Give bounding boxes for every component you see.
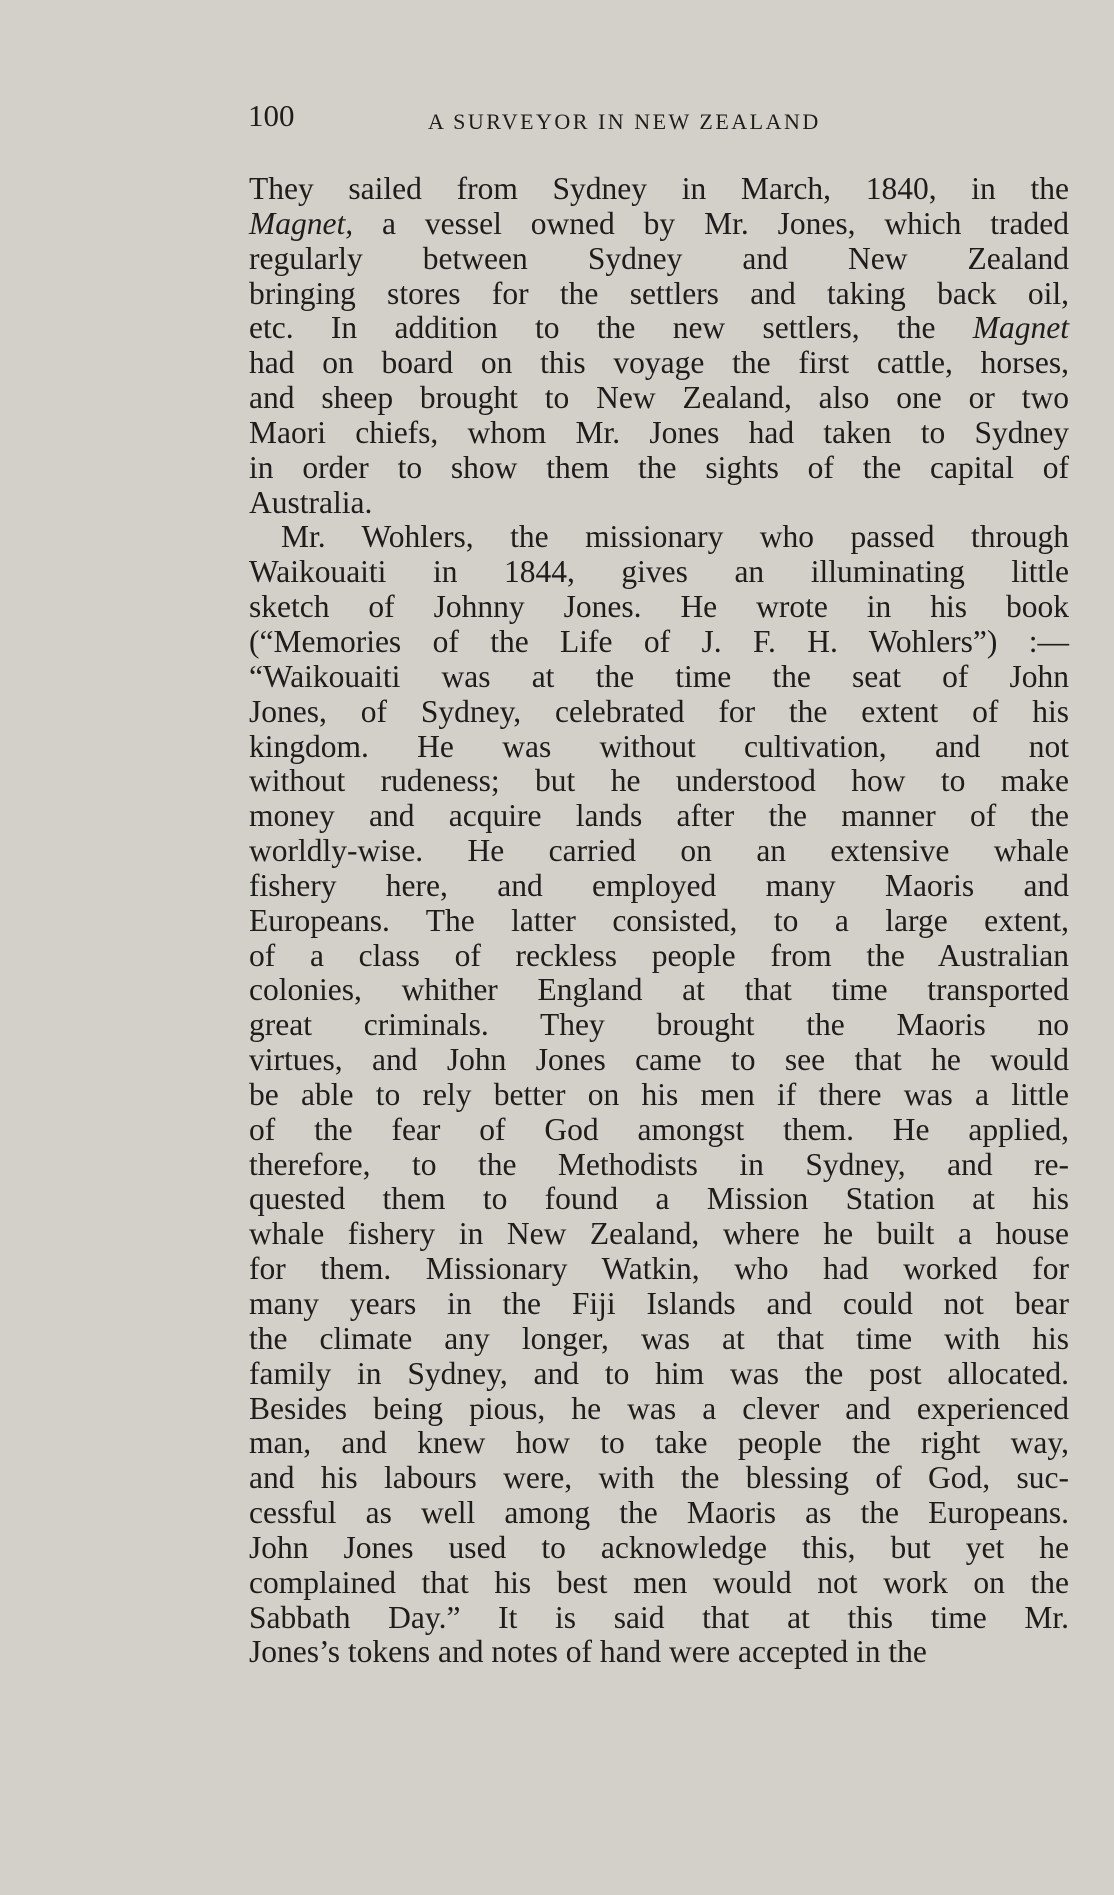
text-line (249, 1461, 1069, 1496)
text-line (249, 1078, 1069, 1113)
line-text: family in Sydney, and to him was the post allocated. (249, 1355, 1069, 1391)
line-text: bringing stores for the settlers and taking back oil, (249, 275, 1069, 311)
line-text: of the fear of God amongst them. He applied, (249, 1111, 1069, 1147)
line-text: money and acquire lands after the manner of the (249, 798, 1069, 834)
text-line (249, 764, 1069, 799)
text-line (249, 904, 1069, 939)
text-line (249, 451, 1069, 486)
text-line (249, 730, 1069, 765)
text-line (249, 277, 1069, 312)
line-text: for them. Missionary Watkin, who had worked for (249, 1251, 1069, 1287)
line-text: quested them to found a Mission Station at his (249, 1181, 1069, 1217)
text-line (249, 346, 1069, 381)
italic-ship-name: Magnet (972, 310, 1069, 346)
text-line (249, 242, 1069, 277)
text-line (249, 311, 1069, 346)
paragraph (249, 520, 1069, 1670)
text-line (249, 660, 1069, 695)
line-text: be able to rely better on his men if there was a little (249, 1076, 1069, 1112)
line-text: the climate any longer, was at that time with his (249, 1320, 1069, 1356)
line-text: man, and knew how to take people the right way, (249, 1425, 1069, 1461)
italic-ship-name: Magnet, (249, 205, 354, 241)
line-text: of a class of reckless people from the Australian (249, 937, 1069, 973)
text-line (249, 486, 1069, 521)
line-text: Jones, of Sydney, celebrated for the extent of his (249, 693, 1069, 729)
line-text: without rudeness; but he understood how to make (249, 763, 1069, 799)
text-line (249, 172, 1069, 207)
text-line (249, 1113, 1069, 1148)
text-line (249, 1217, 1069, 1252)
text-line (249, 1392, 1069, 1427)
text-line (249, 625, 1069, 660)
text-line (249, 590, 1069, 625)
line-text: therefore, to the Methodists in Sydney, and re- (249, 1146, 1069, 1182)
line-text: Jones’s tokens and notes of hand were accepted in the (249, 1634, 927, 1670)
running-title: A SURVEYOR IN NEW ZEALAND (428, 109, 821, 134)
text-line (249, 973, 1069, 1008)
line-text: fishery here, and employed many Maoris and (249, 867, 1069, 903)
line-text: sketch of Johnny Jones. He wrote in his book (249, 589, 1069, 625)
line-text: virtues, and John Jones came to see that he would (249, 1042, 1069, 1078)
text-line (249, 1566, 1069, 1601)
line-text: and sheep brought to New Zealand, also one or two (249, 380, 1069, 416)
text-line (249, 1008, 1069, 1043)
text-line (249, 207, 1069, 242)
text-line (249, 416, 1069, 451)
text-line (249, 381, 1069, 416)
body-text (249, 172, 1069, 1670)
text-line (249, 1426, 1069, 1461)
text-line (249, 1148, 1069, 1183)
line-text: Europeans. The latter consisted, to a large extent, (249, 902, 1069, 938)
text-line (249, 1601, 1069, 1636)
line-text: kingdom. He was without cultivation, and not (249, 728, 1069, 764)
text-line (249, 799, 1069, 834)
text-line (249, 1043, 1069, 1078)
line-text: a vessel owned by Mr. Jones, which traded (353, 205, 1069, 241)
text-line (249, 1635, 1069, 1670)
line-text: regularly between Sydney and New Zealand (249, 240, 1069, 276)
line-text: colonies, whither England at that time transported (249, 972, 1069, 1008)
paragraph (249, 172, 1069, 520)
text-line (249, 555, 1069, 590)
text-line (249, 1531, 1069, 1566)
line-text: Besides being pious, he was a clever and experienced (249, 1390, 1069, 1426)
line-text: worldly-wise. He carried on an extensive whale (249, 833, 1069, 869)
text-line (249, 1322, 1069, 1357)
text-line (249, 1496, 1069, 1531)
text-line (249, 1357, 1069, 1392)
line-text: had on board on this voyage the first cattle, horses, (249, 345, 1069, 381)
line-text: Sabbath Day.” It is said that at this time Mr. (249, 1599, 1069, 1635)
line-text: complained that his best men would not work on the (249, 1564, 1069, 1600)
line-text: “Waikouaiti was at the time the seat of John (249, 658, 1069, 694)
line-text: Maori chiefs, whom Mr. Jones had taken to Sydney (249, 414, 1069, 450)
text-line (249, 695, 1069, 730)
line-text: Waikouaiti in 1844, gives an illuminating little (249, 554, 1069, 590)
line-text: cessful as well among the Maoris as the Europeans. (249, 1495, 1069, 1531)
line-text: many years in the Fiji Islands and could not bear (249, 1286, 1069, 1321)
page-header (248, 98, 1078, 138)
line-text: etc. In addition to the new settlers, the (249, 310, 973, 346)
line-text: John Jones used to acknowledge this, but yet he (249, 1529, 1069, 1565)
line-text: whale fishery in New Zealand, where he built a house (249, 1216, 1069, 1252)
text-line (249, 520, 1069, 555)
line-text: They sailed from Sydney in March, 1840, in the (249, 171, 1069, 206)
text-line (249, 1287, 1069, 1322)
text-line (249, 869, 1069, 904)
page-number: 100 (248, 98, 295, 133)
text-line (249, 1182, 1069, 1217)
text-line (249, 939, 1069, 974)
line-text: in order to show them the sights of the capital of (249, 449, 1069, 485)
line-text: Mr. Wohlers, the missionary who passed through (281, 519, 1069, 555)
text-line (249, 1252, 1069, 1287)
line-text: great criminals. They brought the Maoris no (249, 1007, 1069, 1043)
line-text: Australia. (249, 484, 373, 520)
line-text: and his labours were, with the blessing of God, suc- (249, 1460, 1069, 1496)
line-text: (“Memories of the Life of J. F. H. Wohlers”) :— (249, 623, 1069, 659)
text-line (249, 834, 1069, 869)
